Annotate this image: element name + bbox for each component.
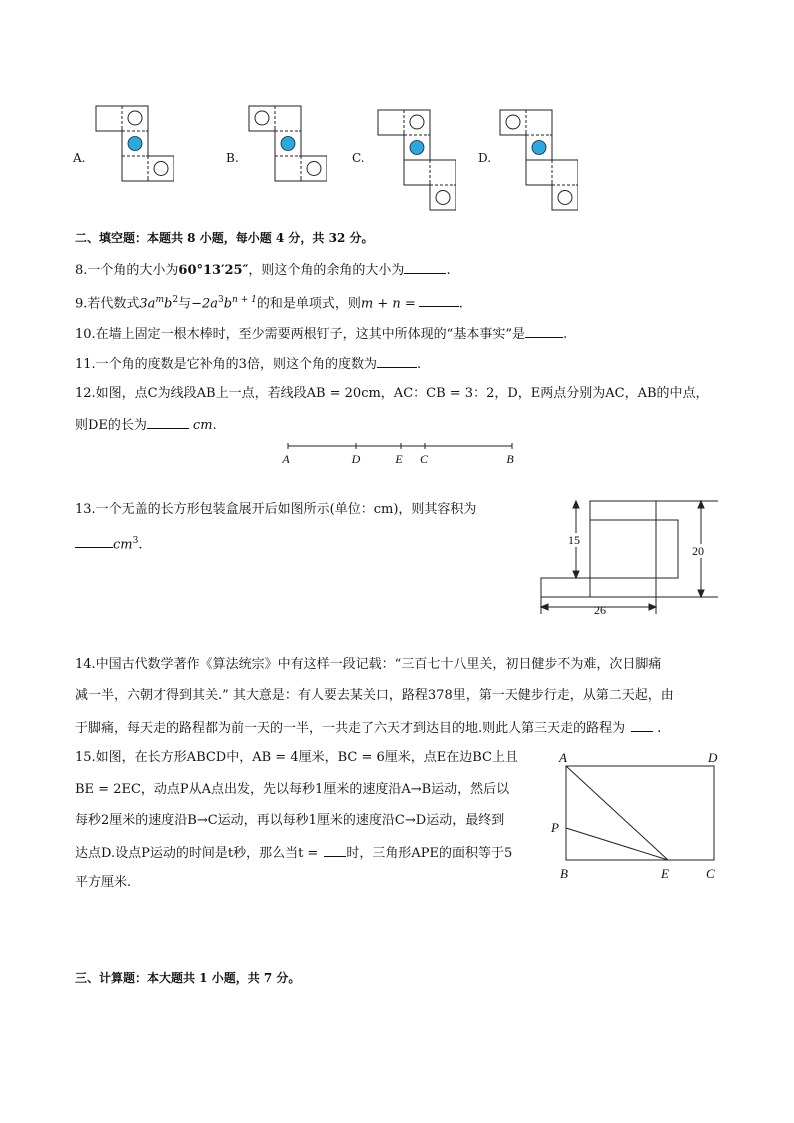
- segment-figure: [280, 438, 520, 468]
- q15-answer-blank[interactable]: [324, 844, 346, 857]
- rect-label-c: C: [706, 866, 715, 881]
- question-13-line-2: $cm^3$.: [75, 533, 142, 553]
- rect-label-d: D: [708, 750, 718, 765]
- question-8: 8.一个角的大小为60°13′25″，则这个角的余角的大小为 .: [75, 263, 451, 278]
- q11-answer-blank[interactable]: [377, 355, 417, 368]
- q12-answer-blank[interactable]: [147, 416, 189, 429]
- question-15-line-4: 达点D.设点P运动的时间是t秒，那么当t = 时，三角形APE的面积等于5: [75, 846, 513, 861]
- option-b-dot: [281, 137, 295, 151]
- q10-answer-blank[interactable]: [525, 325, 563, 338]
- box-dim-15: 15: [568, 533, 580, 547]
- q13-answer-blank[interactable]: [75, 535, 113, 548]
- question-15-line-5: 平方厘米.: [75, 875, 132, 890]
- question-14-line-3: 于脚痛，每天走的路程都为前一天的一半，一共走了六天才到达目的地.则此人第三天走的路程为 .: [75, 721, 662, 736]
- q14-answer-blank[interactable]: [631, 719, 653, 732]
- rect-label-p: P: [551, 820, 559, 835]
- segment-label-a: A: [282, 452, 290, 466]
- q8-answer-blank[interactable]: [404, 261, 446, 274]
- segment-label-e: E: [395, 452, 403, 466]
- question-9: 9.若代数式$3a^mb^2$与$-2a^3b^{n + 1}$的和是单项式，则m + n = .: [75, 295, 463, 312]
- option-c-dot: [410, 141, 424, 155]
- option-b-label: B.: [226, 151, 239, 165]
- segment-label-c: C: [419, 452, 429, 466]
- question-10: 10.在墙上固定一根木棒时，至少需要两根钉子，这其中所体现的“基本事实”是 .: [75, 327, 568, 342]
- segment-label-d: D: [351, 452, 361, 466]
- option-d-net: [498, 109, 578, 211]
- q8-angle: 60°13′25″: [178, 263, 249, 278]
- question-14-line-1: 14.中国古代数学著作《算法统宗》中有这样一段记载：“三百七十八里关，初日健步不为难，次日脚痛: [75, 657, 662, 672]
- question-12-line-1: 12.如图，点C为线段AB上一点，若线段AB = 20cm，AC：CB = 3：2，D，E两点分别为AC，AB的中点，: [75, 386, 709, 401]
- option-d-dot: [532, 141, 546, 155]
- rectangle-figure: [548, 748, 723, 883]
- box-dim-20: 20: [692, 544, 704, 558]
- option-c-net: [376, 109, 456, 211]
- rect-label-b: B: [560, 866, 568, 881]
- options-row: [70, 100, 590, 215]
- rect-label-a: A: [559, 750, 567, 765]
- rect-label-e: E: [661, 866, 669, 881]
- question-12-line-2: 则DE的长为 cm.: [75, 418, 217, 433]
- box-net-figure: [538, 498, 723, 618]
- option-a-dot: [128, 137, 142, 151]
- question-14-line-2: 减一半，六朝才得到其关.” 其大意是：有人要去某关口，路程378里，第一天健步行走，从第二天起，由: [75, 688, 674, 703]
- option-a-net: [94, 105, 174, 185]
- section-3-heading: 三、计算题：本大题共 1 小题，共 7 分。: [75, 971, 301, 985]
- question-15-line-1: 15.如图，在长方形ABCD中，AB = 4厘米，BC = 6厘米，点E在边BC上且: [75, 750, 518, 765]
- segment-label-b: B: [506, 452, 514, 466]
- section-2-heading: 二、填空题：本题共 8 小题，每小题 4 分，共 32 分。: [75, 231, 374, 245]
- question-15-line-2: BE = 2EC，动点P从A点出发，先以每秒1厘米的速度沿A→B运动，然后以: [75, 782, 510, 797]
- question-13-line-1: 13.一个无盖的长方形包装盒展开后如图所示(单位：cm)，则其容积为: [75, 502, 477, 517]
- q9-answer-blank[interactable]: [419, 294, 459, 307]
- question-11: 11.一个角的度数是它补角的3倍，则这个角的度数为 .: [75, 357, 422, 372]
- question-15-line-3: 每秒2厘米的速度沿B→C运动，再以每秒1厘米的速度沿C→D运动，最终到: [75, 813, 505, 828]
- option-c-label: C.: [352, 151, 365, 165]
- option-d-label: D.: [478, 151, 492, 165]
- option-a-label: A.: [73, 151, 86, 165]
- option-b-net: [247, 105, 327, 185]
- box-dim-26: 26: [594, 603, 606, 617]
